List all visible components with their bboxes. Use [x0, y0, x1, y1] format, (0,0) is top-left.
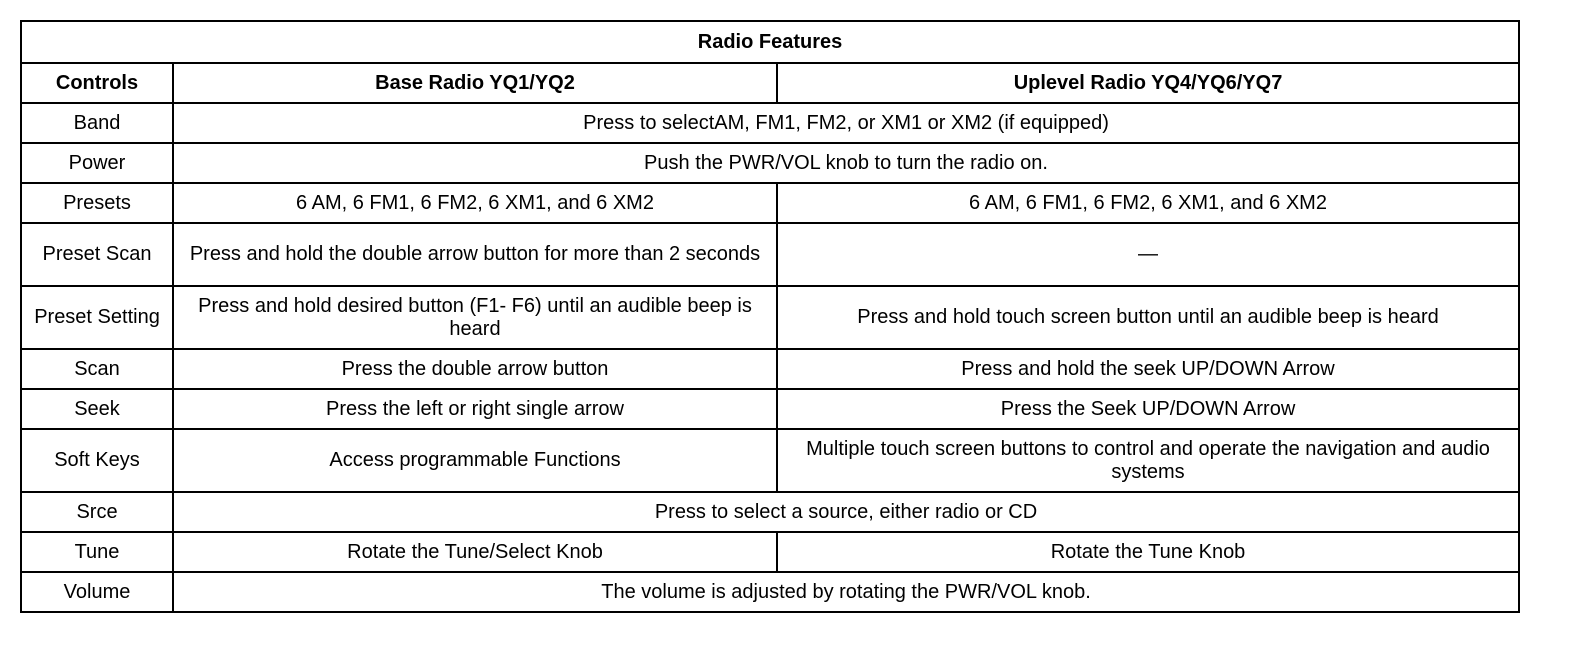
table-title: Radio Features: [21, 21, 1519, 63]
control-cell: Presets: [21, 183, 173, 223]
table-row: [21, 143, 1519, 183]
table-row: [21, 389, 1519, 429]
table-row: [21, 349, 1519, 389]
table-row: [21, 103, 1519, 143]
header-uplevel-radio: Uplevel Radio YQ4/YQ6/YQ7: [777, 63, 1519, 103]
control-cell: Preset Scan: [21, 223, 173, 286]
uplevel-radio-cell: Press the Seek UP/DOWN Arrow: [777, 389, 1519, 429]
header-base-radio: Base Radio YQ1/YQ2: [173, 63, 777, 103]
table-row: [21, 429, 1519, 492]
description-cell: Push the PWR/VOL knob to turn the radio on.: [173, 143, 1519, 183]
table-row: [21, 183, 1519, 223]
table-row: [21, 532, 1519, 572]
uplevel-radio-cell: Press and hold the seek UP/DOWN Arrow: [777, 349, 1519, 389]
control-cell: Tune: [21, 532, 173, 572]
base-radio-cell: Press and hold the double arrow button for more than 2 seconds: [173, 223, 777, 286]
table-header-row: [21, 63, 1519, 103]
base-radio-cell: Press the left or right single arrow: [173, 389, 777, 429]
uplevel-radio-cell: Press and hold touch screen button until an audible beep is heard: [777, 286, 1519, 349]
table-row: [21, 492, 1519, 532]
description-cell: Press to select a source, either radio or CD: [173, 492, 1519, 532]
table-row: [21, 572, 1519, 612]
base-radio-cell: Press and hold desired button (F1- F6) until an audible beep is heard: [173, 286, 777, 349]
base-radio-cell: Press the double arrow button: [173, 349, 777, 389]
table-title-row: [21, 21, 1519, 63]
uplevel-radio-cell: Multiple touch screen buttons to control and operate the navigation and audio systems: [777, 429, 1519, 492]
control-cell: Band: [21, 103, 173, 143]
radio-features-table: [20, 20, 1520, 613]
base-radio-cell: 6 AM, 6 FM1, 6 FM2, 6 XM1, and 6 XM2: [173, 183, 777, 223]
control-cell: Preset Setting: [21, 286, 173, 349]
uplevel-radio-cell: —: [777, 223, 1519, 286]
control-cell: Seek: [21, 389, 173, 429]
control-cell: Power: [21, 143, 173, 183]
control-cell: Soft Keys: [21, 429, 173, 492]
control-cell: Srce: [21, 492, 173, 532]
table-row: [21, 223, 1519, 286]
uplevel-radio-cell: Rotate the Tune Knob: [777, 532, 1519, 572]
description-cell: The volume is adjusted by rotating the PWR/VOL knob.: [173, 572, 1519, 612]
control-cell: Scan: [21, 349, 173, 389]
base-radio-cell: Rotate the Tune/Select Knob: [173, 532, 777, 572]
header-controls: Controls: [21, 63, 173, 103]
description-cell: Press to selectAM, FM1, FM2, or XM1 or XM2 (if equipped): [173, 103, 1519, 143]
uplevel-radio-cell: 6 AM, 6 FM1, 6 FM2, 6 XM1, and 6 XM2: [777, 183, 1519, 223]
base-radio-cell: Access programmable Functions: [173, 429, 777, 492]
control-cell: Volume: [21, 572, 173, 612]
table-row: [21, 286, 1519, 349]
